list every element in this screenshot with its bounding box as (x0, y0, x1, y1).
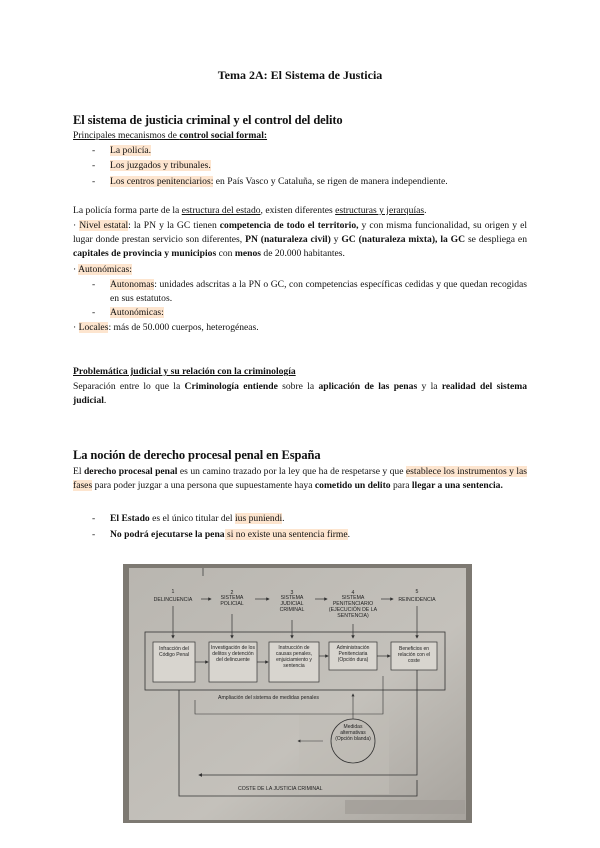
page-title: Tema 2A: El Sistema de Justicia (217, 68, 383, 82)
text-run-bold: derecho procesal penal (83, 466, 178, 477)
text-run-bold: aplicación de las penas (318, 381, 418, 392)
stage-4-number: 4 (351, 590, 355, 596)
box-1 (153, 642, 195, 682)
list-item (110, 175, 527, 189)
stage-4 (325, 590, 381, 623)
box-2-text-box (209, 644, 257, 682)
list-item (110, 528, 527, 542)
stage-1-label: DELINCUENCIA (153, 597, 193, 603)
text-run: : más de 50.000 cuerpos, heterogéneas. (108, 322, 259, 333)
stage-2-number: 2 (230, 590, 234, 596)
section-heading-justicia-criminal: El sistema de justicia criminal y el control del delito (73, 113, 343, 127)
text-run-bold: Criminología entiende (184, 381, 278, 392)
text-run: . (424, 205, 427, 216)
list-item-text: La policía. (110, 145, 152, 156)
autonomas-label: Autonomas (110, 279, 155, 290)
text-run: es el único titular del (149, 513, 235, 524)
bullet-dash: - (92, 160, 96, 171)
box-2 (209, 642, 257, 682)
box-5-text: Beneficios en relación con el coste (397, 646, 431, 664)
stage-5-number: 5 (415, 589, 419, 595)
list-item (110, 306, 527, 320)
bullet-dash: - (92, 307, 96, 318)
text-run: , existen diferentes (260, 205, 336, 216)
text-run-bold: cometido un delito (314, 480, 391, 491)
text-run: y con misma funcionalidad, su origen y el lugar donde prestan servicio son diferentes, (73, 220, 528, 245)
box-2-text: Investigación de los delitos y detención del delincuente (211, 645, 255, 663)
text-run-bold: competencia de todo el territorio, (219, 220, 359, 231)
list-item (110, 159, 527, 173)
bullet-dash: - (92, 513, 96, 524)
text-run-highlighted: si no existe una sentencia firme (224, 529, 348, 540)
stage-3-number: 3 (290, 590, 294, 596)
list-item-text: Los juzgados y tribunales. (110, 160, 211, 171)
medidas-text-box (333, 724, 373, 758)
locales-label: Locales (78, 322, 109, 333)
diagram-svg (123, 564, 472, 823)
text-run: : la PN y la GC tienen (128, 220, 220, 231)
list-item (110, 278, 527, 306)
autonomicas-sub-label: Autonómicas: (110, 307, 164, 318)
stage-3 (269, 590, 315, 619)
box-3-text: Instrucción de causas penales, enjuiciamiento y sentencia (275, 645, 313, 669)
text-run: Separación entre lo que la (73, 381, 185, 392)
text-run-bold: menos (234, 248, 261, 259)
coste-label: COSTE DE LA JUSTICIA CRIMINAL (238, 786, 323, 792)
stage-2-label: SISTEMA POLICIAL (220, 595, 244, 607)
text-run: : unidades adscritas a la PN o GC, con competencias específicas cedidas y que quedan recogidas en sus estatutos. (110, 279, 527, 304)
section-heading-problematica: Problemática judicial y su relación con la criminología (73, 366, 296, 377)
policia-paragraph (73, 204, 527, 218)
bullet-dash: - (92, 529, 96, 540)
list-item (110, 512, 527, 526)
text-run: . (282, 513, 285, 524)
photo-bottom-edge (345, 800, 465, 814)
text-run: y (330, 234, 342, 245)
stage-4-label-box (325, 595, 381, 623)
bullet-dash: - (92, 145, 96, 156)
stage-3-label-box (269, 595, 315, 619)
stage-5-label: REINCIDENCIA (398, 597, 436, 603)
box-5-text-box (391, 645, 437, 670)
text-run: . (347, 529, 351, 540)
text-run-underlined: estructura del estado (181, 205, 261, 216)
box-1-text-box (153, 644, 195, 682)
text-run: para poder juzgar a una persona que supuestamente haya (92, 480, 315, 491)
intro-bold: control social formal: (179, 130, 268, 141)
text-run: de 20.000 habitantes. (261, 248, 345, 259)
justice-system-diagram (123, 564, 472, 823)
text-run: · (73, 322, 79, 333)
text-run-bold: realidad del sistema judicial (73, 381, 527, 406)
stage-4-label: SISTEMA PENITENCIARIO (EJECUCIÓN DE LA SENTENCIA) (328, 595, 378, 619)
box-5 (391, 642, 437, 670)
text-run: La policía forma parte de la (73, 205, 182, 216)
list-item-text: Los centros penitenciarios: (110, 176, 214, 187)
text-run: . (103, 395, 107, 406)
locales-line (73, 321, 527, 335)
text-run-bold: PN (naturaleza civil) (245, 234, 331, 245)
text-run: El (73, 466, 84, 477)
stage-3-label: SISTEMA JUDICIAL CRIMINAL (279, 595, 305, 613)
bullet-dash: - (92, 279, 96, 290)
text-run: · (73, 264, 79, 275)
bullet-dash: - (92, 176, 96, 187)
text-run: y la (417, 381, 442, 392)
text-run-bold: capitales de provincia y municipios (73, 248, 217, 259)
nivel-estatal-label: Nivel estatal (79, 220, 129, 231)
text-run-highlighted: establece los instrumentos y las fases (73, 466, 527, 491)
problematica-paragraph (73, 380, 527, 408)
ampliacion-label: Ampliación del sistema de medidas penales (218, 695, 319, 701)
box-4 (329, 642, 377, 670)
autonomicas-label: Autonómicas: (78, 264, 132, 275)
text-run: con (216, 248, 235, 259)
box-3-text-box (269, 644, 319, 682)
text-run-bold: GC (naturaleza mixta), la GC (341, 234, 466, 245)
text-run-bold: El Estado (110, 513, 150, 524)
text-run: es un camino trazado por la ley que ha de respetarse y que (177, 466, 406, 477)
intro-line (73, 129, 527, 143)
section-heading-derecho-procesal: La noción de derecho procesal penal en España (73, 448, 321, 462)
autonomicas-line (73, 263, 527, 277)
box-4-text-box (329, 644, 377, 670)
intro-plain: Principales mecanismos de (73, 130, 180, 141)
box-1-text: Infracción del Código Penal (158, 646, 190, 658)
text-run: · (73, 220, 80, 231)
nivel-estatal-paragraph (73, 219, 527, 261)
text-run-bold: No podrá ejecutarse la pena (110, 529, 225, 540)
text-run-underlined: estructuras y jerarquías (335, 205, 425, 216)
box-3 (269, 642, 319, 682)
text-run: para (390, 480, 412, 491)
list-item-rest: en País Vasco y Cataluña, se rigen de manera independiente. (213, 176, 448, 187)
list-item (110, 144, 527, 158)
box-4-text: Administración Penitenciaria (Opción dura) (336, 645, 370, 663)
derecho-procesal-paragraph (73, 465, 527, 493)
medidas-text: Medidas alternativas (Opción blanda) (335, 724, 371, 742)
text-run: sobre la (277, 381, 319, 392)
text-run-bold: llegar a una sentencia. (411, 480, 503, 491)
stage-2-label-box (209, 595, 255, 613)
text-run: se despliega en (465, 234, 527, 245)
stage-1-number: 1 (171, 589, 175, 595)
text-run-highlighted: ius puniendi (235, 513, 283, 524)
